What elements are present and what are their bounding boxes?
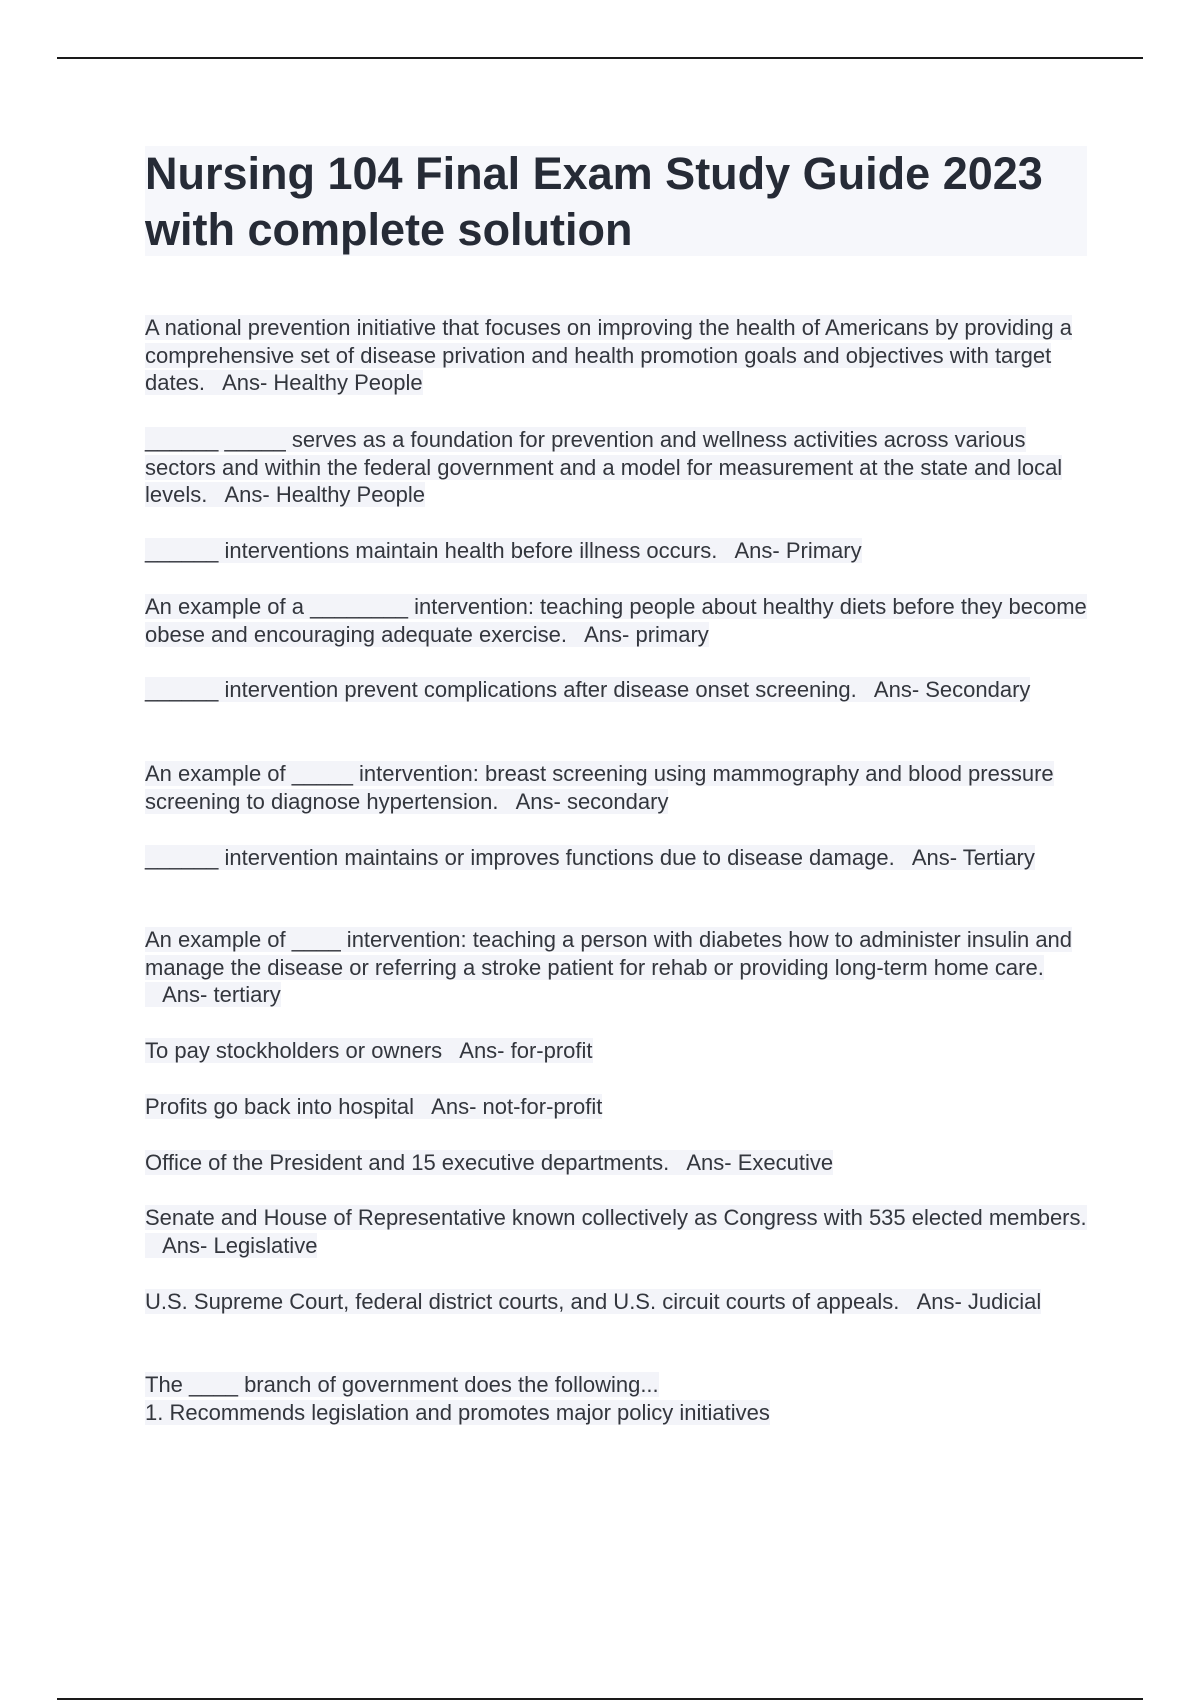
qa-item-8	[145, 926, 1087, 1009]
qa-item-7	[145, 844, 1087, 872]
qa-item-4	[145, 593, 1087, 648]
answer-text: Ans- Tertiary	[911, 845, 1035, 870]
question-text: ______ _____ serves as a foundation for prevention and wellness activities across various sectors and within the federal government and a model for measurement at the state and local levels.	[145, 427, 1063, 507]
qa-item-6	[145, 760, 1087, 815]
qa-item-10	[145, 1093, 1087, 1121]
answer-text: Ans- not-for-profit	[431, 1094, 603, 1119]
qa-item-11	[145, 1149, 1087, 1177]
question-text: An example of ____ intervention: teaching a person with diabetes how to administer insulin and manage the disease or referring a stroke patient for rehab or providing long-term home care.	[145, 927, 1073, 980]
list-item-text: 1. Recommends legislation and promotes major policy initiatives	[145, 1399, 770, 1425]
question-text: Profits go back into hospital	[145, 1094, 415, 1119]
answer-text: Ans- Secondary	[873, 677, 1031, 702]
question-text: ______ interventions maintain health before illness occurs.	[145, 538, 718, 563]
question-text: U.S. Supreme Court, federal district courts, and U.S. circuit courts of appeals.	[145, 1289, 900, 1314]
answer-text: Ans- Healthy People	[224, 482, 426, 507]
answer-text: Ans- Primary	[734, 538, 862, 563]
qa-item-5	[145, 676, 1087, 704]
qa-item-14	[145, 1371, 1087, 1426]
document-title: Nursing 104 Final Exam Study Guide 2023 with complete solution	[145, 148, 1043, 255]
question-text: Office of the President and 15 executive departments.	[145, 1150, 670, 1175]
question-text: To pay stockholders or owners	[145, 1038, 443, 1063]
qa-item-9	[145, 1037, 1087, 1065]
qa-item-2	[145, 426, 1087, 509]
qa-item-1	[145, 314, 1087, 397]
question-text: An example of a ________ intervention: teaching people about healthy diets before they become obese and encouraging adequate exercise.	[145, 594, 1087, 647]
question-text: ______ intervention maintains or improves functions due to disease damage.	[145, 845, 895, 870]
qa-item-12	[145, 1204, 1087, 1259]
qa-item-13	[145, 1288, 1087, 1316]
answer-text: Ans- for-profit	[459, 1038, 593, 1063]
header-rule	[57, 57, 1143, 59]
question-text: A national prevention initiative that focuses on improving the health of Americans by providing a comprehensive set of disease privation and health promotion goals and objectives with target dates.	[145, 315, 1072, 395]
answer-text: Ans- secondary	[515, 788, 669, 814]
question-text: An example of _____ intervention: breast screening using mammography and blood pressure screening to diagnose hypertension.	[145, 761, 1054, 814]
question-text: ______ intervention prevent complications after disease onset screening.	[145, 677, 857, 702]
answer-text: Ans- Executive	[686, 1150, 834, 1175]
answer-text: Ans- Healthy People	[222, 370, 423, 395]
qa-item-3	[145, 537, 1087, 565]
answer-text: Ans- Judicial	[916, 1289, 1042, 1314]
answer-text: Ans- Legislative	[162, 1232, 318, 1258]
question-text: The ____ branch of government does the following...	[145, 1372, 659, 1397]
answer-text: Ans- primary	[584, 621, 709, 647]
question-text: Senate and House of Representative known collectively as Congress with 535 elected members.	[145, 1205, 1087, 1230]
answer-text: Ans- tertiary	[162, 982, 281, 1007]
